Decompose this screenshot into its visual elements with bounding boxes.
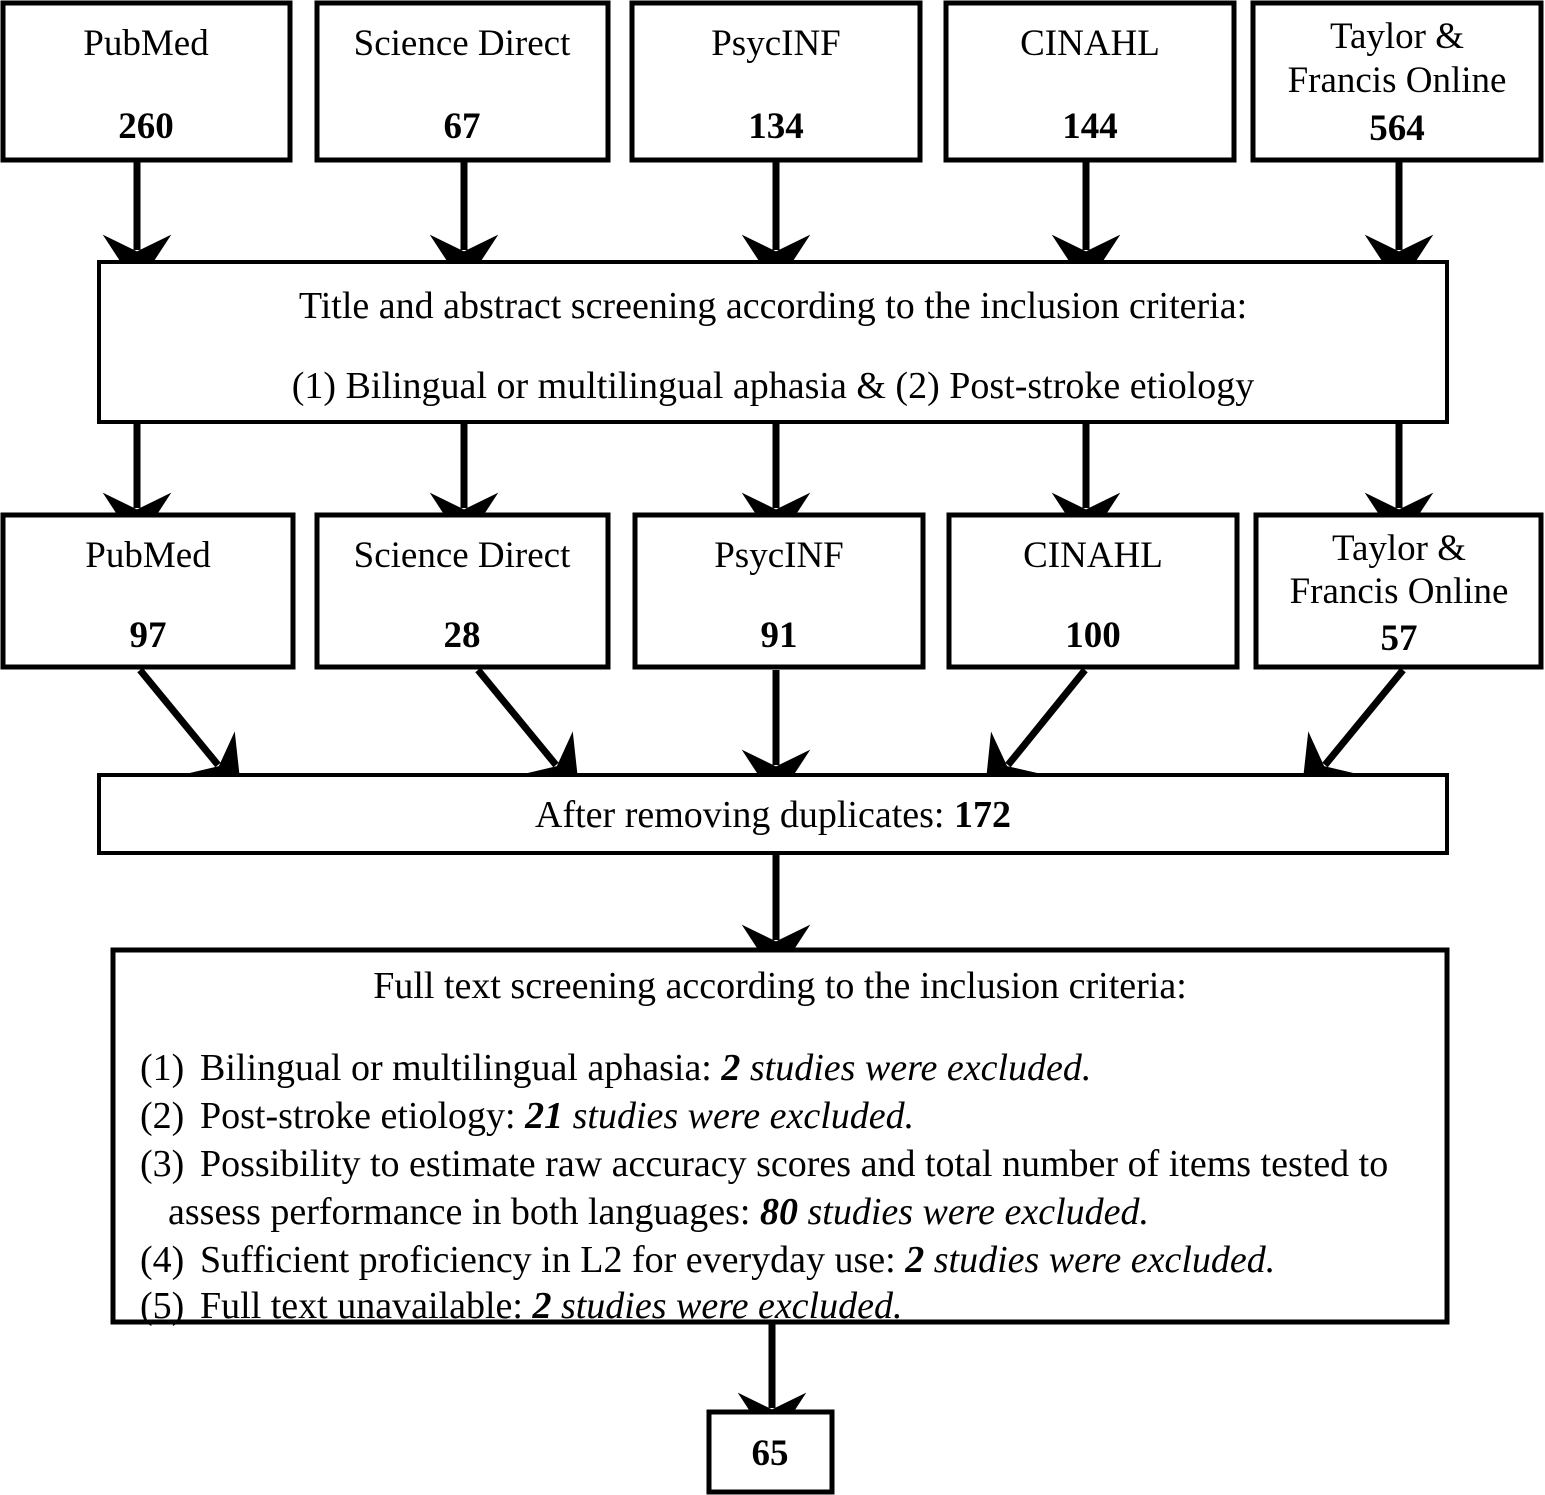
source-count: 144 bbox=[1062, 106, 1118, 147]
source-label: Science Direct bbox=[353, 535, 571, 576]
item-excluded-count: 21 bbox=[525, 1095, 564, 1137]
source-label: Science Direct bbox=[353, 23, 571, 64]
source-box-science-direct-initial bbox=[317, 3, 608, 160]
arrows-row2-to-duplicates bbox=[140, 670, 1403, 765]
fulltext-list-item bbox=[140, 1285, 902, 1327]
item-marker: (2) bbox=[140, 1095, 185, 1137]
included-studies-box bbox=[709, 1412, 832, 1492]
duplicates-label: After removing duplicates: bbox=[535, 794, 945, 836]
item-excluded-count: 2 bbox=[721, 1047, 741, 1089]
item-text-line1: Possibility to estimate raw accuracy scores and total number of items tested to bbox=[200, 1143, 1389, 1185]
arrows-row1-to-screening bbox=[137, 162, 1399, 250]
arrows-screening-to-row2 bbox=[137, 424, 1399, 508]
screening-heading: Title and abstract screening according to the inclusion criteria: bbox=[298, 285, 1248, 327]
included-count: 65 bbox=[751, 1433, 789, 1474]
source-label: PubMed bbox=[83, 23, 209, 64]
item-criterion: Post-stroke etiology: bbox=[200, 1095, 526, 1137]
item-text-line2 bbox=[168, 1191, 1149, 1233]
item-excluded-tail: studies were excluded. bbox=[798, 1191, 1150, 1233]
item-criterion-cont: assess performance in both languages: bbox=[168, 1191, 760, 1233]
row1-source-boxes bbox=[3, 3, 1541, 160]
source-label-line1: Taylor & bbox=[1331, 528, 1467, 569]
arrow-taylor-francis-to-duplicates bbox=[1325, 670, 1403, 765]
item-excluded-tail: studies were excluded. bbox=[740, 1047, 1092, 1089]
item-marker: (5) bbox=[140, 1285, 185, 1327]
item-criterion: Full text unavailable: bbox=[200, 1285, 533, 1327]
fulltext-heading: Full text screening according to the inclusion criteria: bbox=[373, 965, 1187, 1007]
source-count: 91 bbox=[760, 615, 798, 656]
source-count: 97 bbox=[129, 615, 167, 656]
source-box-cinahl-screened bbox=[949, 515, 1237, 667]
source-label-line2: Francis Online bbox=[1287, 60, 1507, 101]
source-box-science-direct-screened bbox=[317, 515, 608, 667]
full-text-screening-box bbox=[113, 950, 1447, 1327]
duplicates-text bbox=[535, 794, 1011, 836]
fulltext-list-item bbox=[140, 1047, 1091, 1089]
source-count: 67 bbox=[443, 106, 481, 147]
source-box-taylor-francis-screened bbox=[1256, 515, 1541, 667]
source-label-line2: Francis Online bbox=[1289, 571, 1509, 612]
item-text bbox=[200, 1095, 914, 1137]
source-label-line1: Taylor & bbox=[1329, 16, 1465, 57]
source-box-taylor-francis-initial bbox=[1253, 3, 1541, 160]
source-label: PsycINF bbox=[714, 535, 844, 576]
item-excluded-tail: studies were excluded. bbox=[551, 1285, 903, 1327]
item-excluded-count: 2 bbox=[905, 1239, 925, 1281]
arrow-pubmed-to-duplicates bbox=[140, 670, 218, 765]
fulltext-list-item bbox=[140, 1239, 1275, 1281]
source-count: 28 bbox=[443, 615, 481, 656]
item-marker: (1) bbox=[140, 1047, 185, 1089]
item-text bbox=[200, 1047, 1091, 1089]
item-text bbox=[200, 1285, 902, 1327]
item-excluded-count: 80 bbox=[760, 1191, 798, 1233]
source-box-pubmed-screened bbox=[3, 515, 293, 667]
source-box-pubmed-initial bbox=[3, 3, 290, 160]
item-excluded-count: 2 bbox=[532, 1285, 552, 1327]
arrow-science-direct-to-duplicates bbox=[478, 670, 556, 765]
after-removing-duplicates-box bbox=[99, 775, 1447, 853]
source-label: CINAHL bbox=[1023, 535, 1163, 576]
arrow-cinahl-to-duplicates bbox=[1008, 670, 1085, 765]
item-excluded-tail: studies were excluded. bbox=[563, 1095, 915, 1137]
item-marker: (3) bbox=[140, 1143, 185, 1185]
source-count: 564 bbox=[1369, 108, 1425, 149]
duplicates-count: 172 bbox=[953, 794, 1011, 836]
title-abstract-screening-box bbox=[99, 262, 1447, 422]
source-count: 260 bbox=[118, 106, 174, 147]
item-excluded-tail: studies were excluded. bbox=[924, 1239, 1276, 1281]
source-count: 100 bbox=[1065, 615, 1121, 656]
screening-criteria: (1) Bilingual or multilingual aphasia & (2) Post-stroke etiology bbox=[291, 365, 1255, 407]
source-label: PubMed bbox=[85, 535, 211, 576]
source-label: PsycINF bbox=[711, 23, 841, 64]
item-text bbox=[200, 1239, 1275, 1281]
source-count: 134 bbox=[748, 106, 804, 147]
source-count: 57 bbox=[1380, 618, 1418, 659]
source-box-psycinf-initial bbox=[632, 3, 920, 160]
fulltext-list-item bbox=[140, 1095, 914, 1137]
item-marker: (4) bbox=[140, 1239, 185, 1281]
item-criterion: Bilingual or multilingual aphasia: bbox=[200, 1047, 722, 1089]
item-criterion: Sufficient proficiency in L2 for everyday use: bbox=[200, 1239, 906, 1281]
source-box-cinahl-initial bbox=[946, 3, 1234, 160]
source-label: CINAHL bbox=[1020, 23, 1160, 64]
source-box-psycinf-screened bbox=[635, 515, 923, 667]
row2-source-boxes bbox=[3, 515, 1541, 667]
